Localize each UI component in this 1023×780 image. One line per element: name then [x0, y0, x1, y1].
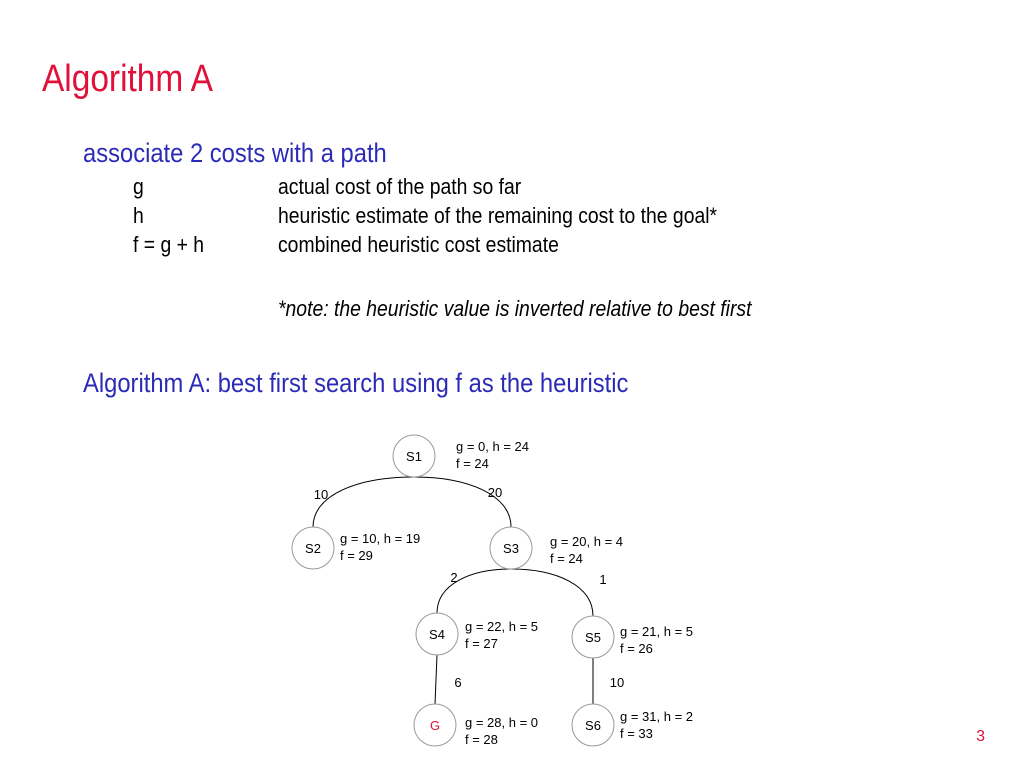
- node-label-s3: S3: [503, 541, 519, 556]
- edge-cost-s1-s2: 10: [313, 487, 329, 502]
- def-desc-f: combined heuristic cost estimate: [278, 232, 559, 257]
- edge-cost-s5-s6: 10: [609, 675, 625, 690]
- node-info-gh-s2: g = 10, h = 19: [340, 531, 421, 546]
- edge-s3-s5: [511, 569, 593, 616]
- edge-cost-s3-s4: 2: [450, 570, 458, 585]
- node-label-s2: S2: [305, 541, 321, 556]
- def-term-h: h: [133, 203, 144, 228]
- node-info-f-s6: f = 33: [620, 726, 653, 741]
- edge-cost-s4-g: 6: [454, 675, 462, 690]
- node-label-g: G: [429, 718, 441, 733]
- heading-costs: associate 2 costs with a path: [83, 138, 387, 168]
- heading-algorithm: Algorithm A: best first search using f as the heuristic: [83, 368, 629, 398]
- node-info-gh-s5: g = 21, h = 5: [620, 624, 694, 639]
- node-info-gh-s4: g = 22, h = 5: [465, 619, 539, 634]
- node-info-f-g: f = 28: [465, 732, 498, 747]
- def-desc-h: heuristic estimate of the remaining cost to the goal*: [278, 203, 718, 228]
- slide-title: Algorithm A: [42, 58, 213, 100]
- node-label-s6: S6: [585, 718, 601, 733]
- node-info-f-s4: f = 27: [465, 636, 498, 651]
- node-label-s5: S5: [585, 630, 601, 645]
- edge-s1-s2: [313, 477, 414, 527]
- node-info-gh-s3: g = 20, h = 4: [550, 534, 624, 549]
- node-info-f-s3: f = 24: [550, 551, 583, 566]
- edge-cost-s1-s3: 20: [487, 485, 503, 500]
- node-info-f-s2: f = 29: [340, 548, 373, 563]
- node-label-s1: S1: [406, 449, 422, 464]
- page-number: 3: [976, 728, 985, 745]
- node-info-gh-s1: g = 0, h = 24: [456, 439, 530, 454]
- def-term-g: g: [133, 174, 144, 199]
- edge-s4-g: [435, 655, 437, 704]
- edge-s3-s4: [437, 569, 511, 613]
- edge-cost-s3-s5: 1: [599, 572, 607, 587]
- node-label-s4: S4: [429, 627, 445, 642]
- def-term-f: f = g + h: [133, 232, 205, 257]
- node-info-gh-g: g = 28, h = 0: [465, 715, 539, 730]
- node-info-f-s1: f = 24: [456, 456, 489, 471]
- node-info-gh-s6: g = 31, h = 2: [620, 709, 694, 724]
- node-info-f-s5: f = 26: [620, 641, 653, 656]
- def-desc-g: actual cost of the path so far: [278, 174, 522, 199]
- heuristic-note: *note: the heuristic value is inverted relative to best first: [278, 296, 752, 321]
